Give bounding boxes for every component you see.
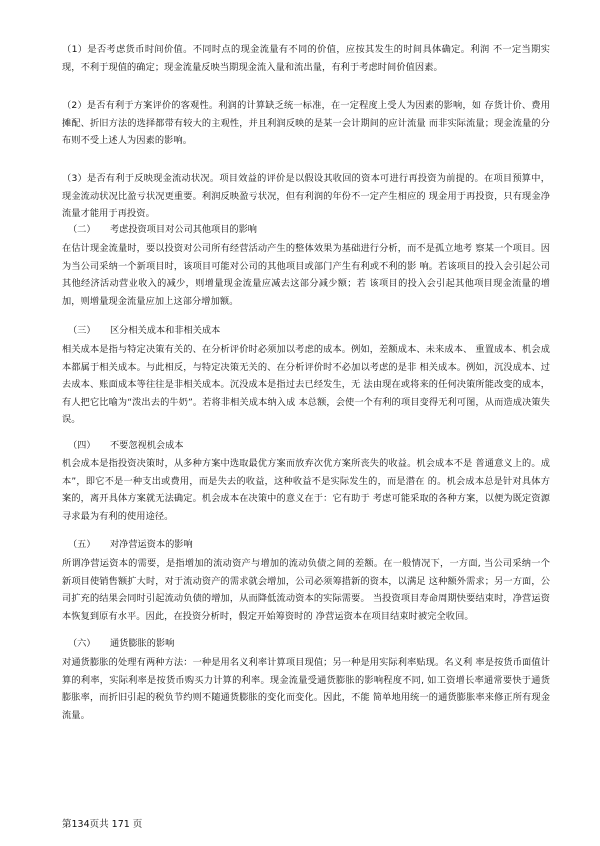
section-title: 不要忽视机会成本 <box>110 440 184 451</box>
paragraph-working-capital: 所谓净营运资本的需要，是指增加的流动资产与增加的流动负债之间的差额。在一般情况下，一方面, 当公司采纳一个新项目使销售额扩大时，对于流动资产的需求就会增加，公司必须筹措新的资本，以满足 这种额外需求；另一方面，公司扩充的结果会同时引起流动负债的增加，从而降低流动资本的实际需要。 当投资项目寿命周期快要结束时，净营运资本恢复到原有水平。因此，在投资分析时，假定开始筹资时的 净营运资本在项目结束时被完全收回。 <box>62 558 550 622</box>
section-number: （六） <box>68 638 96 649</box>
paragraph-relevant-costs: 相关成本是指与特定决策有关的、在分析评价时必须加以考虑的成本。例如，差额成本、未来成本、 重置成本、机会成本都属于相关成本。与此相反，与特定决策无关的、在分析评价时不必加以考虑的是非 相关成本。例如，沉没成本、过去成本、账面成本等往往是非相关成本。沉没成本是指过去已经发生，无 法由现在或将来的任何决策所能改变的成本，有人把它比喻为“泼出去的牛奶”。若将非相关成本纳入成 本总额，会使一个有利的项目变得无利可图，从而造成决策失误。 <box>62 344 550 426</box>
section-number: （四） <box>68 440 96 451</box>
section-heading-5 <box>68 538 193 552</box>
section-number: （五） <box>68 539 96 550</box>
section-title: 考虑投资项目对公司其他项目的影响 <box>110 224 257 235</box>
section-number: （二） <box>68 224 96 235</box>
section-heading-3 <box>68 324 220 338</box>
paragraph-other-projects: 在估计现金流量时，要以投资对公司所有经营活动产生的整体效果为基础进行分析，而不是孤立地考 察某一个项目。因为当公司采纳一个新项目时，该项目可能对公司的其他项目或部门产生有利或不利的影 响。若该项目的投入会引起公司其他经济活动营业收入的减少，则增量现金流量应减去这部分减少额；若 该项目的投入会引起其他项目现金流量的增加，则增量现金流量应加上这部分增加额。 <box>62 243 550 307</box>
section-heading-4 <box>68 439 184 453</box>
section-heading-6 <box>68 637 174 651</box>
page-footer: 第134页共 171 页 <box>62 819 143 830</box>
section-number: （三） <box>68 325 96 336</box>
section-title: 区分相关成本和非相关成本 <box>110 325 221 336</box>
section-title: 通货膨胀的影响 <box>110 638 175 649</box>
section-heading-2 <box>68 223 257 237</box>
paragraph-inflation: 对通货膨胀的处理有两种方法：一种是用名义利率计算项目现值；另一种是用实际利率贴现。名义利 率是按货币面值计算的利率，实际利率是按货币购买力计算的利率。现金流量受通货膨胀的影响程度不同, 如工资增长率通常要快于通货膨胀率，而折旧引起的税负节约则不随通货膨胀的变化而变化。因此，不能 简单地用统一的通货膨胀率来修正所有现金流量。 <box>62 657 550 721</box>
paragraph-cash-flow-status: （3）是否有利于反映现金流动状况。项目效益的评价是以假设其收回的资本可进行再投资为前提的。在项目预算中，现金流动状况比盈亏状况更重要。利润反映盈亏状况，但有利润的年份不一定产生相应的 现金用于再投资，只有现金净流量才能用于再投资。 <box>62 173 550 220</box>
paragraph-time-value: （1）是否考虑货币时间价值。不同时点的现金流量有不同的价值，应按其发生的时间具体确定。利润 不一定当期实现，不利于现值的确定；现金流量反映当期现金流入量和流出量，有利于考虑时间价值因素。 <box>62 44 550 73</box>
paragraph-opportunity-cost: 机会成本是指投资决策时，从多种方案中选取最优方案而放弃次优方案所丧失的收益。机会成本不是 普通意义上的。成本”，即它不是一种支出或费用，而是失去的收益，这种收益不是实际发生的，而是潜在 的。机会成本总是针对具体方案的，离开具体方案就无法确定。机会成本在决策中的意义在于：它有助于 考虑可能采取的各种方案，以便为既定资源寻求最为有利的使用途径。 <box>62 458 550 522</box>
section-title: 对净营运资本的影响 <box>110 539 193 550</box>
paragraph-objectivity: （2）是否有利于方案评价的客观性。利润的计算缺乏统一标准，在一定程度上受人为因素的影响，如 存货计价、费用摊配、折旧方法的选择都带有较大的主观性，并且利润反映的是某一会计期间的应计流量 而非实际流量；现金流量的分布则不受上述人为因素的影响。 <box>62 100 550 147</box>
